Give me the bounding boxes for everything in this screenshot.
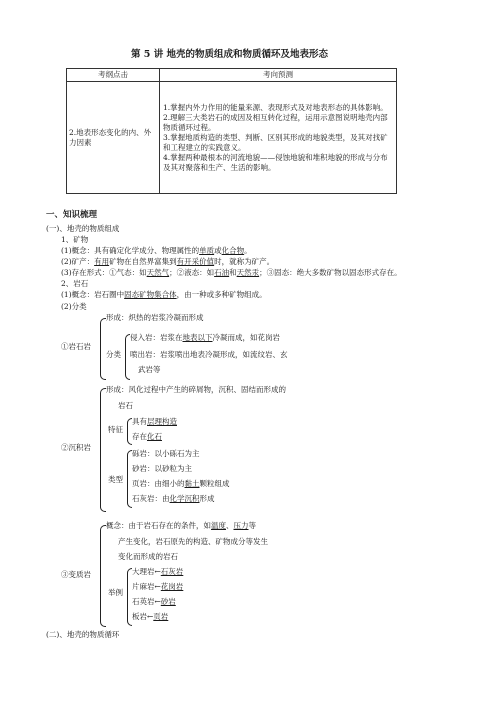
answer-blank: 化合物 — [221, 246, 245, 255]
sedimentary-label: ②沉积岩 — [61, 443, 91, 452]
text: 概念：由于岩石存在的条件，如 — [106, 521, 211, 530]
answer-blank: 固态矿物集合体 — [124, 290, 177, 299]
text: 。 — [244, 246, 252, 255]
text: ；③固态：绝大多数矿物以固态形式存在。 — [259, 268, 402, 277]
type-conglomerate: 砾岩：以小砾石为主 — [132, 449, 200, 458]
text: 和 — [229, 268, 237, 277]
section-heading: 一、知识梳理 — [46, 210, 98, 220]
answer-blank: 温度 — [211, 521, 226, 530]
answer-blank: 单质 — [199, 246, 215, 255]
brace — [100, 318, 106, 380]
outline-text: 2.地表形态变化的内、外力因素 — [69, 128, 152, 147]
text: 具有 — [132, 417, 147, 426]
answer-blank: 砂岩 — [160, 597, 176, 606]
forecast-item: 2.理解三大类岩石的成因及相互转化过程，运用示意图说明地壳内部物质循环过程。 — [163, 113, 388, 132]
text: ，由一种或多种矿物组成。 — [176, 290, 267, 299]
feature-fossil — [132, 432, 162, 442]
forecast-item: 3.掌握地质构造的类型、判断、区别其形成的地貌类型，及其对找矿和工程建立的实践意义。 — [163, 133, 388, 152]
subsection-heading-2: (二)、地壳的物质循环 — [46, 630, 120, 639]
example-quartzite — [132, 597, 176, 607]
intrusive-rock — [130, 333, 280, 343]
text: 或 — [214, 246, 222, 255]
text: 等 — [248, 521, 256, 530]
rocks-concept — [61, 290, 267, 300]
text: 石英岩← — [132, 597, 161, 606]
answer-blank: 有用 — [94, 257, 110, 266]
feature-label: 特征 — [108, 425, 123, 434]
rocks-classification: (2)分类 — [61, 302, 87, 311]
answer-blank: 黏土 — [184, 479, 200, 488]
answer-blank: 层理构造 — [147, 417, 177, 426]
answer-blank: 压力 — [233, 521, 249, 530]
example-label: 举例 — [108, 588, 123, 597]
answer-blank: 石灰岩 — [160, 567, 184, 576]
text: 冷凝而成，如花岗岩 — [212, 333, 280, 342]
table-cell-forecast — [160, 82, 397, 194]
page-title: 第 5 讲 地壳的物质组成和物质循环及地表形态 — [131, 49, 329, 60]
text: 矿物在自然界富集到 — [109, 257, 177, 266]
text: 侵入岩：岩浆在 — [130, 333, 183, 342]
text: (1)概念：岩石圈中 — [61, 290, 125, 299]
igneous-classify-label: 分类 — [106, 350, 121, 359]
forecast-item: 4.掌握两种最根本的河流地貌——侵蚀地貌和堆积地貌的形成与分布及其对聚落和生产、生活的影响。 — [163, 153, 388, 172]
metamorphic-label: ③变质岩 — [61, 570, 91, 579]
rocks-heading: 2、岩石 — [61, 279, 89, 288]
text: 片麻岩← — [132, 582, 161, 591]
answer-blank: 石油 — [214, 268, 230, 277]
minerals-forms — [61, 268, 402, 278]
minerals-concept — [61, 246, 252, 256]
metamorphic-concept-cont2: 变化而形成的岩石 — [118, 552, 178, 561]
table-header-outline: 考纲点击 — [67, 69, 160, 82]
type-label: 类型 — [108, 475, 123, 484]
extrusive-rock-cont: 武岩等 — [138, 365, 161, 374]
igneous-label: ①岩石岩 — [61, 342, 91, 351]
answer-blank: 有开采价值 — [176, 257, 215, 266]
answer-blank: 天然气 — [146, 268, 170, 277]
text: 石灰岩：由 — [132, 494, 170, 503]
example-slate — [132, 612, 168, 622]
text: 时，就称为矿产。 — [214, 257, 275, 266]
subsection-heading: (一)、地壳的物质组成 — [46, 224, 120, 233]
exam-table — [66, 68, 397, 194]
answer-blank: 化石 — [147, 432, 162, 441]
metamorphic-concept — [106, 521, 256, 531]
forecast-item: 1.掌握内外力作用的能量来源、表现形式及对地表形态的具体影响。 — [163, 102, 388, 112]
metamorphic-concept-cont: 产生变化，岩石原先的构造、矿物成分等发生 — [118, 537, 268, 546]
extrusive-rock: 喷出岩：岩浆喷出地表冷凝形成，如流纹岩、玄 — [130, 350, 288, 359]
answer-blank: 页岩 — [153, 612, 169, 621]
text: 存在 — [132, 432, 147, 441]
text: (3)存在形式：①气态：如 — [61, 268, 147, 277]
sedimentary-formation-cont: 岩石 — [118, 401, 133, 410]
minerals-heading: 1、矿物 — [61, 235, 89, 244]
example-gneiss — [132, 582, 183, 592]
answer-blank: 花岗岩 — [160, 582, 184, 591]
type-sandstone: 砂岩：以砂粒为主 — [132, 464, 192, 473]
text: (2)矿产： — [61, 257, 95, 266]
brace — [100, 388, 106, 512]
text: 板岩← — [132, 612, 154, 621]
answer-blank: 地表以下 — [182, 333, 213, 342]
text: 页岩：由细小的 — [132, 479, 185, 488]
text: 颗粒组成 — [199, 479, 230, 488]
table-header-forecast: 考向预测 — [160, 69, 397, 82]
text: ；②液态：如 — [169, 268, 215, 277]
text: 形成 — [199, 494, 215, 503]
example-marble — [132, 567, 183, 577]
type-limestone — [132, 494, 215, 504]
text: 大理岩← — [132, 567, 161, 576]
feature-bedding — [132, 417, 177, 427]
brace — [100, 525, 106, 627]
sedimentary-formation: 形成：风化过程中产生的碎屑物，沉积、固结而形成的 — [106, 385, 286, 394]
igneous-formation: 形成：炽热的岩浆冷凝而形成 — [106, 313, 204, 322]
answer-blank: 天然汞 — [236, 268, 260, 277]
table-cell-outline — [67, 82, 160, 194]
answer-blank: 化学沉积 — [169, 494, 200, 503]
minerals-ore — [61, 257, 274, 267]
type-shale — [132, 479, 230, 489]
text: 、 — [226, 521, 234, 530]
text: (1)概念：具有确定化学成分、物理属性的 — [61, 246, 200, 255]
